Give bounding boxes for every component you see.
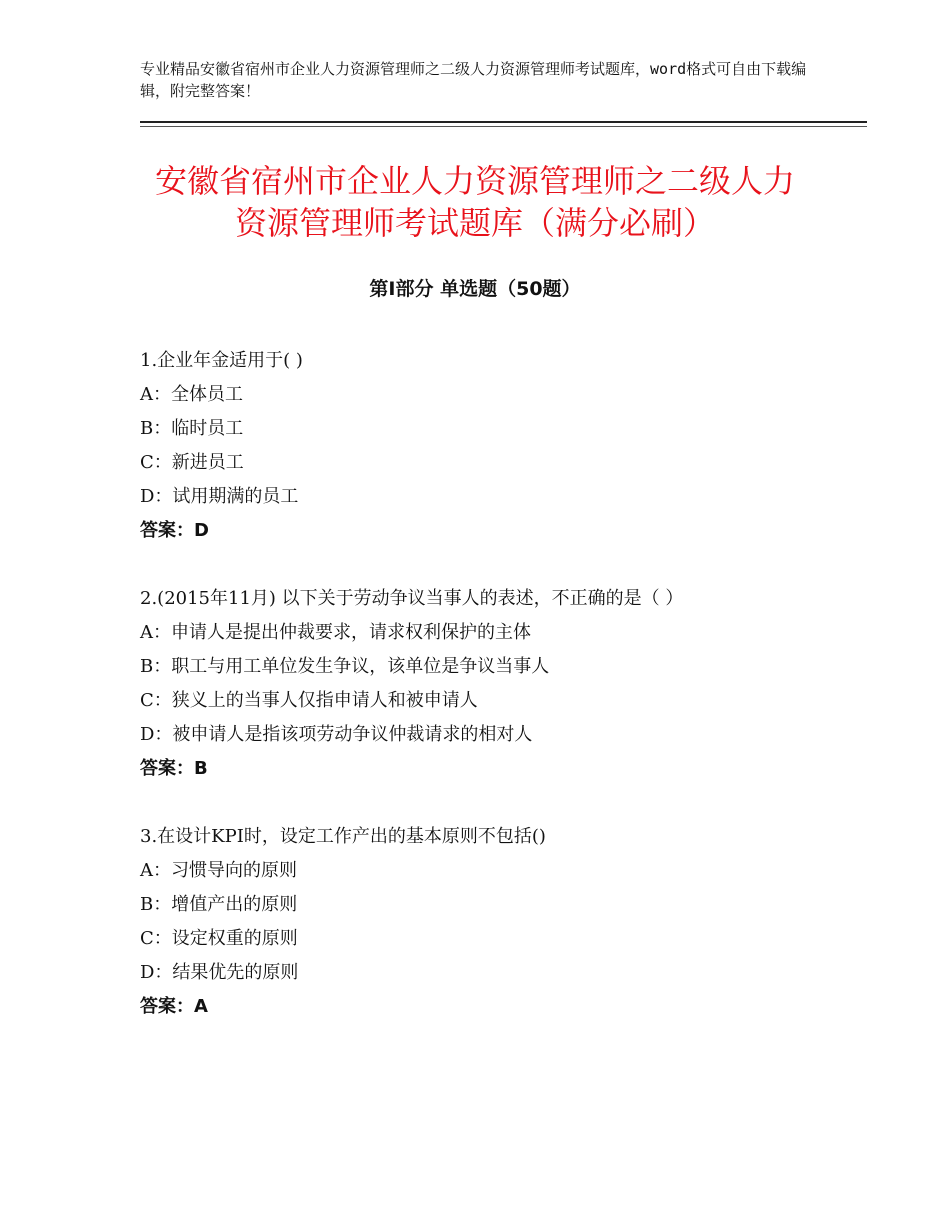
option-c: C：狭义上的当事人仅指申请人和被申请人	[140, 690, 478, 711]
option-a: A：全体员工	[140, 384, 243, 405]
question-2	[140, 582, 830, 786]
answer: 答案：B	[140, 758, 208, 779]
section-heading: 第Ⅰ部分 单选题（50题）	[369, 278, 581, 300]
question-text: 1.企业年金适用于( )	[140, 350, 303, 371]
option-d: D：结果优先的原则	[140, 962, 299, 983]
document-title: 安徽省宿州市企业人力资源管理师之二级人力资源管理师考试题库（满分必刷）	[154, 162, 795, 242]
question-list	[140, 344, 830, 1058]
answer: 答案：A	[140, 996, 208, 1017]
option-c: C：新进员工	[140, 452, 244, 473]
header-note: 专业精品安徽省宿州市企业人力资源管理师之二级人力资源管理师考试题库，word格式可自由下载编辑，附完整答案！	[140, 60, 807, 100]
option-b: B：增值产出的原则	[140, 894, 298, 915]
option-b: B：临时员工	[140, 418, 244, 439]
option-d: D：试用期满的员工	[140, 486, 299, 507]
header-rule-thin	[140, 126, 867, 127]
option-b: B：职工与用工单位发生争议，该单位是争议当事人	[140, 656, 550, 677]
option-a: A：申请人是提出仲裁要求，请求权利保护的主体	[140, 622, 531, 643]
question-text: 2.(2015年11月) 以下关于劳动争议当事人的表述，不正确的是（ ）	[140, 588, 684, 609]
option-c: C：设定权重的原则	[140, 928, 298, 949]
question-3	[140, 820, 830, 1024]
question-1	[140, 344, 830, 548]
option-d: D：被申请人是指该项劳动争议仲裁请求的相对人	[140, 724, 533, 745]
option-a: A：习惯导向的原则	[140, 860, 297, 881]
header-rule-thick	[140, 121, 867, 123]
answer: 答案：D	[140, 520, 209, 541]
question-text: 3.在设计KPI时，设定工作产出的基本原则不包括()	[140, 826, 546, 847]
